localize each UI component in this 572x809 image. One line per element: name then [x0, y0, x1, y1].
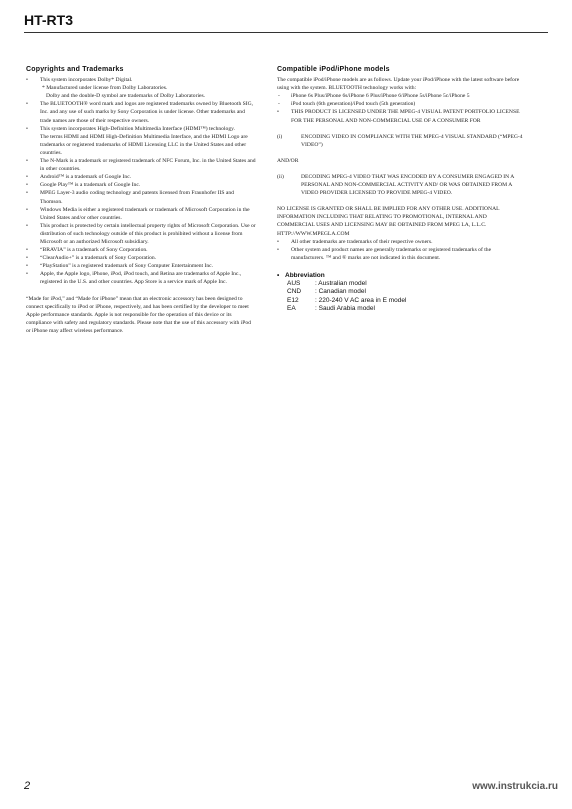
abbreviation-row: [277, 297, 523, 305]
list-item: [26, 181, 256, 189]
list-item: • Other system and product names are generally trademarks or registered trademarks of the manufacturers. ™ and ® marks are not indicated in this document.: [277, 246, 523, 262]
list-item: - iPod touch (6th generation)/iPod touch (5th generation): [277, 100, 523, 108]
item-line: This product is protected by certain intellectual property rights of Microsoft Corporation. Use or distribution of such technology outside of this product is prohibited without a license from Microsoft or an authorized Microsoft subsidiary.: [40, 222, 256, 245]
license-list: [277, 108, 523, 124]
abbr-code: EA: [287, 305, 296, 313]
item-line: Apple, the Apple logo, iPhone, iPod, iPod touch, and Retina are trademarks of Apple Inc., registered in the U.S. and other countries. App Store is a service mark of Apple Inc.: [40, 271, 242, 286]
clause-ii: [277, 173, 523, 197]
abbreviation-heading: • Abbreviation: [277, 272, 523, 280]
compatible-intro: The compatible iPod/iPhone models are as follows. Update your iPod/iPhone with the latest software before using with the system. BLUETOOTH technology works with:: [277, 77, 520, 92]
list-item: [26, 157, 256, 173]
item-line: MPEG Layer-3 audio coding technology and patents licensed from Fraunhofer IIS and Thomson.: [40, 190, 234, 205]
item-line: Android™ is a trademark of Google Inc.: [40, 174, 132, 181]
mpegla-url: HTTP://WWW.MPEGLA.COM: [277, 230, 350, 237]
copyrights-list: [26, 76, 256, 286]
abbr-code: CND: [287, 288, 302, 296]
item-line: “BRAVIA” is a trademark of Sony Corporation.: [40, 247, 148, 254]
copyrights-section: [26, 66, 256, 335]
list-item: • All other trademarks are trademarks of their respective owners.: [277, 238, 523, 246]
abbr-desc: : 220-240 V AC area in E model: [315, 296, 407, 304]
clause-number: (ii): [277, 173, 284, 180]
item-line: This system incorporates High-Definition Multimedia Interface (HDMI™) technology.: [40, 125, 235, 132]
page-number: 2: [24, 780, 31, 792]
list-item: [26, 206, 256, 222]
clause-text: DECODING MPEG-4 VIDEO THAT WAS ENCODED BY A CONSUMER ENGAGED IN A PERSONAL AND NON-COMMERCIAL ACTIVITY AND/ OR WAS OBTAINED FROM A VIDEO PROVIDER LICENSED TO PROVIDE MPEG-4 VIDEO.: [301, 173, 515, 197]
item-line: Google Play™ is a trademark of Google Inc.: [40, 182, 141, 189]
list-item: [26, 100, 256, 124]
list-item: - iPhone 6s Plus/iPhone 6s/iPhone 6 Plus/iPhone 6/iPhone 5s/iPhone 5c/iPhone 5: [277, 92, 523, 100]
made-for-paragraph: “Made for iPod,” and “Made for iPhone” mean that an electronic accessory has been designed to connect specifically to iPod or iPhone, respectively, and has been certified by the developer to meet Apple performance standards. Apple is not responsible for the operation of this device or its compliance with safety and regulatory standards. Please note that the use of this accessory with iPod or iPhone may affect wireless performance.: [26, 295, 251, 334]
license-head: • THIS PRODUCT IS LICENSED UNDER THE MPEG-4 VISUAL PATENT PORTFOLIO LICENSE FOR THE PERSONAL AND NON-COMMERCIAL USE OF A CONSUMER FOR: [277, 108, 523, 124]
abbr-desc: : Saudi Arabia model: [315, 305, 375, 313]
watermark: www.instrukcia.ru: [472, 781, 558, 792]
list-item: [26, 270, 256, 286]
list-item: [26, 222, 256, 246]
trademark-notes: [277, 238, 523, 262]
list-item: [26, 246, 256, 254]
item-line: “PlayStation” is a registered trademark of Sony Computer Entertainment Inc.: [40, 263, 214, 270]
item-line: This system incorporates Dolby* Digital.: [40, 77, 133, 84]
list-item: [26, 173, 256, 181]
item-line: The BLUETOOTH® word mark and logos are registered trademarks owned by Bluetooth SIG, Inc. and any use of such marks by Sony Corporation is under license. Other trademarks and trade names are those of their respective owners.: [40, 101, 254, 124]
no-license-paragraph: NO LICENSE IS GRANTED OR SHALL BE IMPLIED FOR ANY OTHER USE. ADDITIONAL INFORMATION INCLUDING THAT RELATING TO PROMOTIONAL, INTERNAL AND COMMERCIAL USES AND LICENSING MAY BE OBTAINED FROM MPEG LA, L.L.C.: [277, 206, 500, 229]
abbreviation-row: [277, 288, 523, 296]
item-line: “ClearAudio+” is a trademark of Sony Corporation.: [40, 255, 157, 262]
copyrights-heading: Copyrights and Trademarks: [26, 66, 124, 73]
header-rule: [24, 32, 548, 33]
clause-number: (i): [277, 133, 283, 140]
model-title: HT-RT3: [24, 12, 73, 28]
clause-i: [277, 133, 523, 149]
item-line: Dolby and the double-D symbol are trademarks of Dolby Laboratories.: [46, 93, 206, 100]
abbreviation-row: [277, 280, 523, 288]
clause-text: ENCODING VIDEO IN COMPLIANCE WITH THE MPEG-4 VISUAL STANDARD (“MPEG-4 VIDEO”): [301, 133, 523, 148]
abbr-code: AUS: [287, 279, 301, 287]
list-item: [26, 254, 256, 262]
compatible-models: [277, 92, 523, 108]
compatible-section: [277, 66, 523, 314]
list-item: [26, 125, 256, 157]
abbr-code: E12: [287, 296, 299, 304]
list-item: [26, 76, 256, 100]
item-line: The terms HDMI and HDMI High-Definition Multimedia Interface, and the HDMI Logo are trademarks or registered trademarks of HDMI Licensing LLC in the United States and other countries.: [40, 133, 248, 156]
item-line: The N-Mark is a trademark or registered trademark of NFC Forum, Inc. in the United States and in other countries.: [40, 158, 256, 173]
abbr-desc: : Canadian model: [315, 288, 366, 296]
abbr-desc: : Australian model: [315, 279, 367, 287]
and-or: AND/OR: [277, 157, 299, 164]
item-line: Windows Media is either a registered trademark or trademark of Microsoft Corporation in the United States and/or other countries.: [40, 206, 250, 221]
list-item: [26, 189, 256, 205]
item-line: * Manufactured under license from Dolby Laboratories.: [42, 85, 168, 92]
compatible-heading: Compatible iPod/iPhone models: [277, 66, 390, 73]
abbreviation-row: [277, 305, 523, 313]
list-item: [26, 262, 256, 270]
